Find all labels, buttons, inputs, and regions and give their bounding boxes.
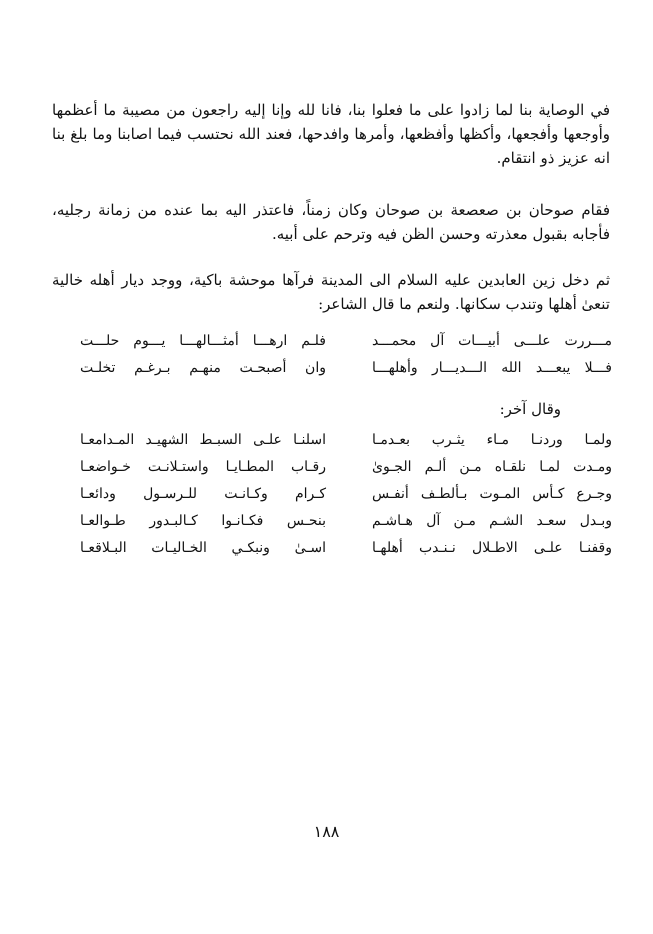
poem-1: [52, 333, 612, 387]
verse-line: [52, 432, 612, 459]
paragraph-text: فقام صوحان بن صعصعة بن صوحان وكان زمناً، فاعتذر اليه بما عنده من زمانة رجليه، فأجابه بقبول معذرته وحسن الظن فيه وترحم على أبيه.: [52, 201, 610, 243]
verse-second-hemistich: اسلنـا علـى السبـط الشهيـد المـدامعـا: [80, 432, 326, 448]
verse-second-hemistich: بنحـس فكـانـوا كـالبـدور طـوالعـا: [80, 513, 326, 529]
verse-first-hemistich: وجـرع كـأس المـوت بـألطـف أنفـس: [372, 486, 612, 502]
paragraph-text: ثم دخل زين العابدين عليه السلام الى المدينة فرآها موحشة باكية، ووجد ديار أهله خالية تنعىٰ أهلها وتندب سكانها. ولنعم ما قال الشاعر:: [52, 271, 610, 313]
verse-first-hemistich: وبـدل سعـد الشـم مـن آل هـاشـم: [372, 513, 612, 529]
verse-line: [52, 486, 612, 513]
verse-first-hemistich: فـــلا يبعـــد الله الـــديـــار وأهلهـــا: [372, 360, 612, 376]
verse-first-hemistich: ولمـا وردنـا مـاء يثـرب بعـدمـا: [372, 432, 612, 448]
verse-second-hemistich: وان أصبحـت منهـم بـرغـم تخلـت: [80, 360, 326, 376]
paragraph-text: في الوصاية بنا لما زادوا على ما فعلوا بنا، فانا لله وإنا إليه راجعون من مصيبة ما أعظمها وأوجعها وأفجعها، وأكظها وأفظعها، وأمرها وافدحها، فعند الله نحتسب فيما اصابنا وما بلغ بنا انه عزيز ذو انتقام.: [52, 101, 610, 167]
poem-2-heading: وقال آخر:: [499, 400, 561, 418]
paragraph-1: [52, 98, 610, 170]
page-number: ١٨٨: [313, 822, 340, 841]
verse-line: [52, 360, 612, 387]
verse-first-hemistich: وقفنـا علـى الاطـلال نـنـدب أهلهـا: [372, 540, 612, 556]
poem-2: [52, 432, 612, 567]
verse-second-hemistich: فلـم ارهـــا أمثـــالهـــا يـــوم حلـــت: [80, 333, 326, 349]
verse-second-hemistich: اسـىٰ ونبكـي الخـاليـات البـلاقعـا: [80, 540, 326, 556]
verse-second-hemistich: رقـاب المطـايـا واستـلانـت خـواضعـا: [80, 459, 326, 475]
verse-line: [52, 513, 612, 540]
verse-line: [52, 333, 612, 360]
paragraph-3: [52, 268, 610, 316]
verse-second-hemistich: كـرام وكـانـت للـرسـول ودائعـا: [80, 486, 326, 502]
paragraph-2: [52, 198, 610, 246]
verse-first-hemistich: ومـدت لمـا نلقـاه مـن ألـم الجـوىٰ: [372, 459, 612, 475]
verse-first-hemistich: مـــررت علـــى أبيـــات آل محمـــد: [372, 333, 612, 349]
verse-line: [52, 459, 612, 486]
verse-line: [52, 540, 612, 567]
